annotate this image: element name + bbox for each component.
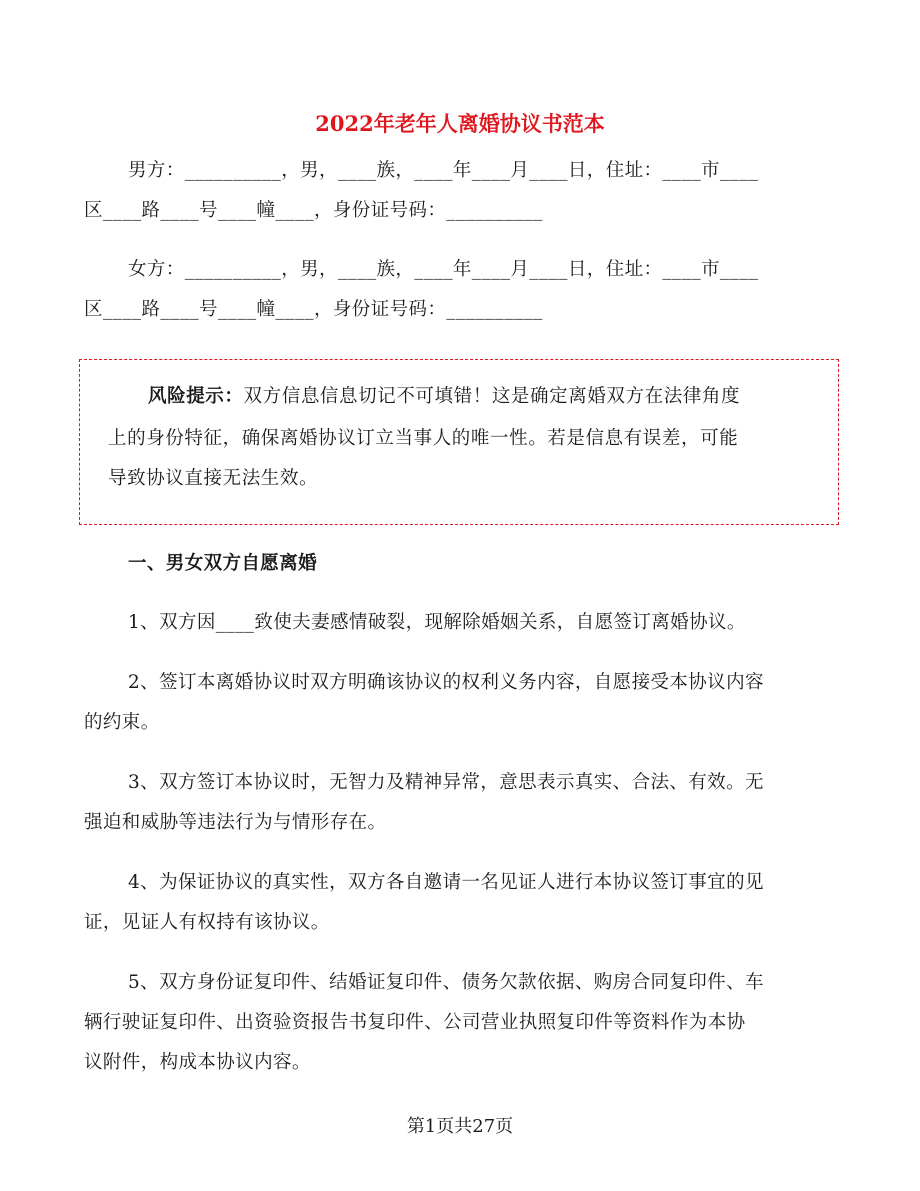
risk-notice-line-2: 上的身份特征，确保离婚协议订立当事人的唯一性。若是信息有误差，可能 <box>108 428 739 449</box>
page-number-footer: 第1页共27页 <box>406 1116 514 1137</box>
section-1-heading: 一、男女双方自愿离婚 <box>128 553 318 574</box>
male-party-line-1: 男方：__________，男，____族，____年____月____日，住址：____市____ <box>128 160 759 181</box>
clause-4-line-2: 证，见证人有权持有该协议。 <box>84 912 330 933</box>
female-party-line-1: 女方：__________，男，____族，____年____月____日，住址：____市____ <box>128 259 759 280</box>
clause-3-line-2: 强迫和威胁等违法行为与情形存在。 <box>84 812 387 833</box>
clause-1: 1、双方因____致使夫妻感情破裂，现解除婚姻关系，自愿签订离婚协议。 <box>128 612 746 633</box>
clause-5-line-1: 5、双方身份证复印件、结婚证复印件、债务欠款依据、购房合同复印件、车 <box>128 972 764 993</box>
female-party-line-2: 区____路____号____幢____，身份证号码：__________ <box>84 299 543 320</box>
male-party-line-2: 区____路____号____幢____，身份证号码：__________ <box>84 200 543 221</box>
clause-5-line-3: 议附件，构成本协议内容。 <box>84 1052 311 1073</box>
document-title: 2022年老年人离婚协议书范本 <box>315 111 605 136</box>
risk-notice-line-3: 导致协议直接无法生效。 <box>108 468 319 489</box>
risk-notice-text-1: 双方信息信息切记不可填错！这是确定离婚双方在法律角度 <box>243 386 741 407</box>
clause-2-line-2: 的约束。 <box>84 712 160 733</box>
clause-3-line-1: 3、双方签订本协议时，无智力及精神异常，意思表示真实、合法、有效。无 <box>128 772 764 793</box>
risk-notice-box <box>79 359 839 525</box>
clause-5-line-2: 辆行驶证复印件、出资验资报告书复印件、公司营业执照复印件等资料作为本协 <box>84 1012 746 1033</box>
clause-4-line-1: 4、为保证协议的真实性，双方各自邀请一名见证人进行本协议签订事宜的见 <box>128 872 764 893</box>
risk-notice-label: 风险提示： <box>148 386 244 407</box>
risk-notice-line-1 <box>148 384 740 410</box>
clause-2-line-1: 2、签订本离婚协议时双方明确该协议的权利义务内容，自愿接受本协议内容 <box>128 672 764 693</box>
